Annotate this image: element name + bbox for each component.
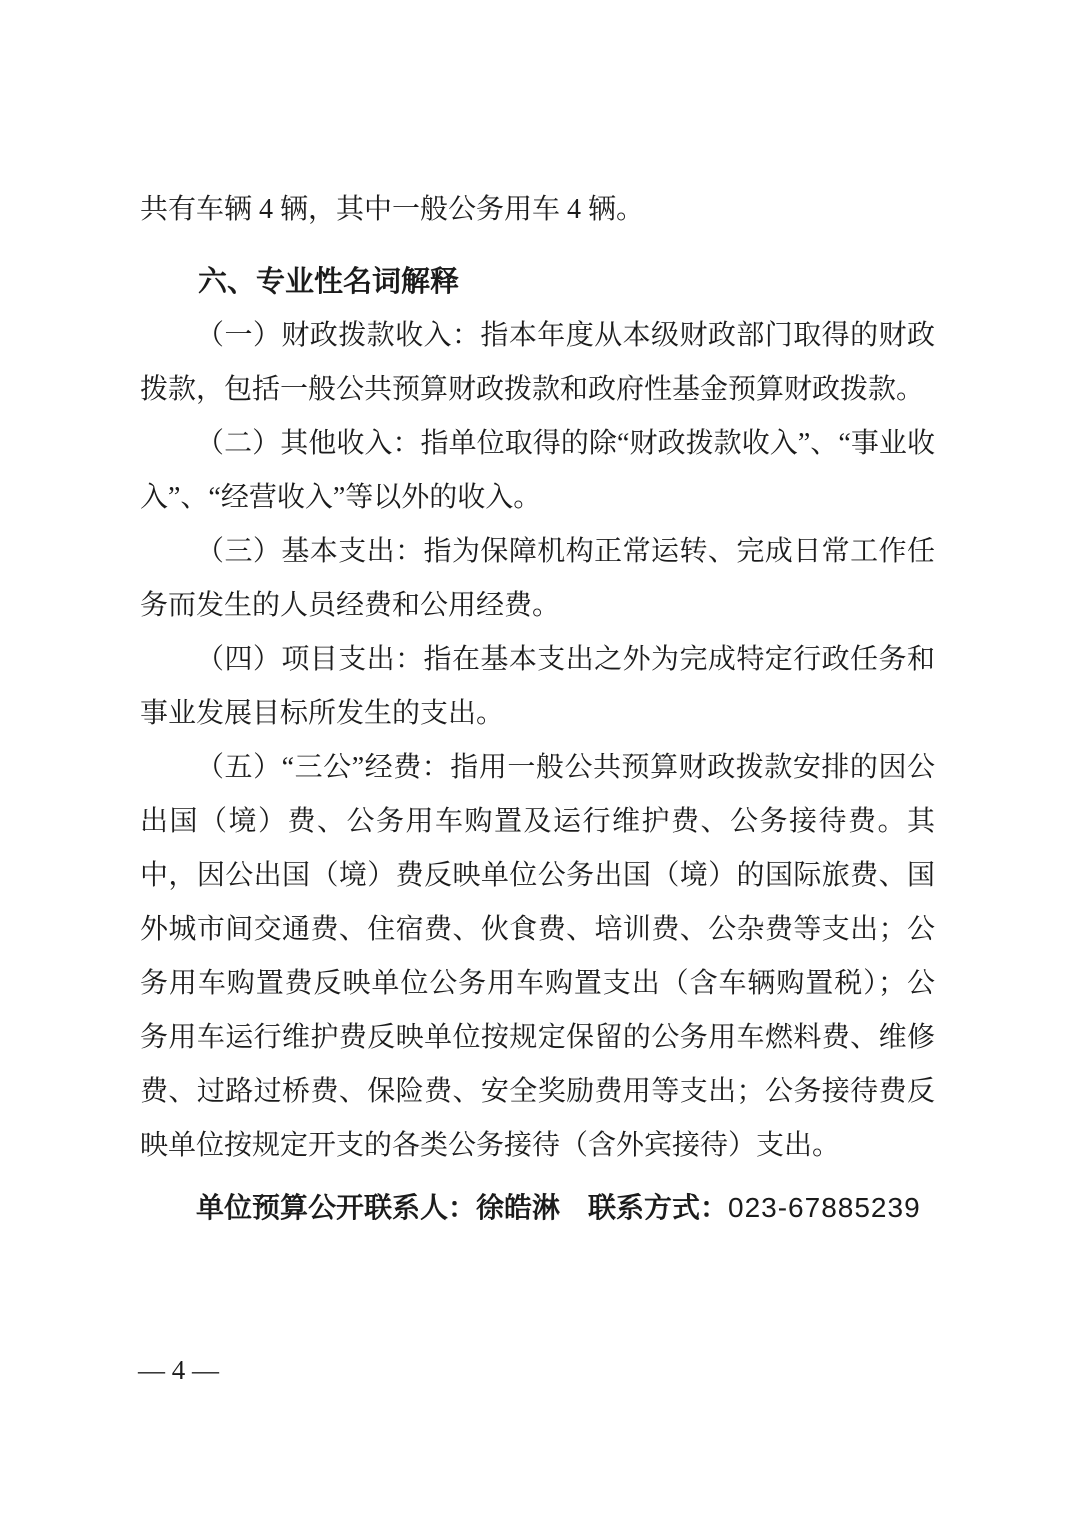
contact-label: 单位预算公开联系人：徐皓淋 联系方式： — [196, 1192, 729, 1223]
term-definition-fiscal-appropriation-income: （一）财政拨款收入：指本年度从本级财政部门取得的财政拨款，包括一般公共预算财政拨款和政府性基金预算财政拨款。 — [140, 320, 935, 405]
contact-line — [140, 1181, 935, 1235]
term-definition-other-income: （二）其他收入：指单位取得的除“财政拨款收入”、“事业收入”、“经营收入”等以外的收入。 — [140, 428, 935, 513]
page-number: — 4 — — [138, 1355, 219, 1385]
document-content — [140, 183, 935, 1235]
section-heading-term-definitions: 六、专业性名词解释 — [198, 266, 460, 298]
term-definition-basic-expenditure: （三）基本支出：指为保障机构正常运转、完成日常工作任务而发生的人员经费和公用经费。 — [140, 536, 935, 621]
paragraph-vehicle-summary: 共有车辆 4 辆，其中一般公务用车 4 辆。 — [140, 194, 645, 225]
contact-phone-number: 023-67885239 — [728, 1192, 921, 1223]
term-definition-project-expenditure: （四）项目支出：指在基本支出之外为完成特定行政任务和事业发展目标所发生的支出。 — [140, 644, 935, 729]
term-definition-three-public-expenses: （五）“三公”经费：指用一般公共预算财政拨款安排的因公出国（境）费、公务用车购置及运行维护费、公务接待费。其中，因公出国（境）费反映单位公务出国（境）的国际旅费、国外城市间交通费、住宿费、伙食费、培训费、公杂费等支出；公务用车购置费反映单位公务用车购置支出（含车辆购置税）；公务用车运行维护费反映单位按规定保留的公务用车燃料费、维修费、过路过桥费、保险费、安全奖励费用等支出；公务接待费反映单位按规定开支的各类公务接待（含外宾接待）支出。 — [140, 752, 935, 1161]
